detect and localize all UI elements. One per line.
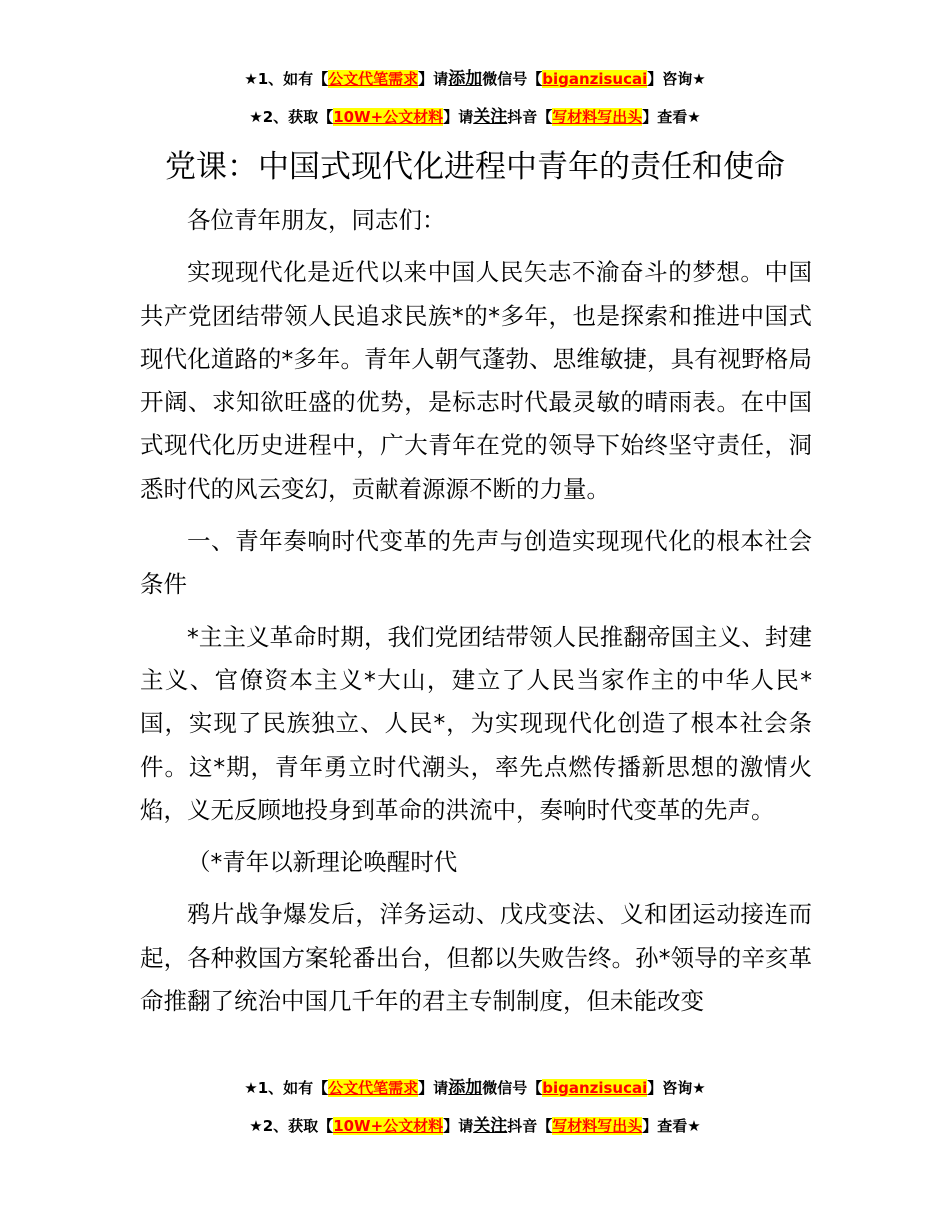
document-body bbox=[140, 199, 812, 1032]
footer-banner-line-2 bbox=[0, 1115, 950, 1137]
banner-text: ★1、如有【 bbox=[244, 70, 329, 88]
banner-text: 抖音【 bbox=[507, 108, 553, 126]
document-title: 党课：中国式现代化进程中青年的责任和使命 bbox=[165, 149, 785, 185]
banner-text: 微信号【 bbox=[482, 70, 543, 88]
header-banner-line-1 bbox=[0, 68, 950, 90]
banner-text: 】请 bbox=[443, 108, 474, 126]
banner-highlight: 10W+公文材料 bbox=[333, 108, 444, 126]
banner-text: 】请 bbox=[443, 1117, 474, 1135]
banner-underlined-text: 关注 bbox=[473, 107, 508, 127]
banner-text: 】请 bbox=[418, 1079, 449, 1097]
banner-highlight: 公文代笔需求 bbox=[328, 70, 419, 88]
banner-text: 】查看★ bbox=[642, 108, 701, 126]
banner-text: 微信号【 bbox=[482, 1079, 543, 1097]
banner-text: ★2、获取【 bbox=[249, 1117, 334, 1135]
paragraph-section-1: *主主义革命时期，我们党团结带领人民推翻帝国主义、封建主义、官僚资本主义*大山，建立了人民当家作主的中华人民*国，实现了民族独立、人民*，为实现现代化创造了根本社会条件。这*期，青年勇立时代潮头，率先点燃传播新思想的激情火焰，义无反顾地投身到革命的洪流中，奏响时代变革的先声。 bbox=[140, 622, 812, 824]
paragraph-intro: 实现现代化是近代以来中国人民矢志不渝奋斗的梦想。中国共产党团结带领人民追求民族*的*多年，也是探索和推进中国式现代化道路的*多年。青年人朝气蓬勃、思维敏捷，具有视野格局开阔、求知欲旺盛的优势，是标志时代最灵敏的晴雨表。在中国式现代化历史进程中，广大青年在党的领导下始终坚守责任，洞悉时代的风云变幻，贡献着源源不断的力量。 bbox=[140, 258, 812, 503]
banner-text: ★1、如有【 bbox=[244, 1079, 329, 1097]
banner-text: 】咨询★ bbox=[647, 1079, 706, 1097]
banner-text: 】咨询★ bbox=[647, 70, 706, 88]
banner-highlight: biganzisucai bbox=[542, 70, 648, 88]
banner-text: 】查看★ bbox=[642, 1117, 701, 1135]
banner-text: ★2、获取【 bbox=[249, 108, 334, 126]
section-heading-1: 一、青年奏响时代变革的先声与创造实现现代化的根本社会条件 bbox=[140, 527, 812, 599]
footer-banner-line-1 bbox=[0, 1077, 950, 1099]
paragraph-subsection-1: 鸦片战争爆发后，洋务运动、戊戌变法、义和团运动接连而起，各种救国方案轮番出台，但都以失败告终。孙*领导的辛亥革命推翻了统治中国几千年的君主专制制度，但未能改变 bbox=[140, 900, 812, 1016]
banner-highlight: 公文代笔需求 bbox=[328, 1079, 419, 1097]
paragraph-salutation: 各位青年朋友，同志们： bbox=[187, 206, 446, 234]
banner-underlined-text: 添加 bbox=[448, 1078, 483, 1098]
banner-text: 抖音【 bbox=[507, 1117, 553, 1135]
banner-highlight: biganzisucai bbox=[542, 1079, 648, 1097]
banner-text: 】请 bbox=[418, 70, 449, 88]
banner-underlined-text: 添加 bbox=[448, 69, 483, 89]
banner-underlined-text: 关注 bbox=[473, 1116, 508, 1136]
banner-highlight: 10W+公文材料 bbox=[333, 1117, 444, 1135]
header-banner-line-2 bbox=[0, 106, 950, 128]
banner-highlight: 写材料写出头 bbox=[552, 108, 643, 126]
banner-highlight: 写材料写出头 bbox=[552, 1117, 643, 1135]
subsection-heading-1: （*青年以新理论唤醒时代 bbox=[187, 848, 458, 877]
